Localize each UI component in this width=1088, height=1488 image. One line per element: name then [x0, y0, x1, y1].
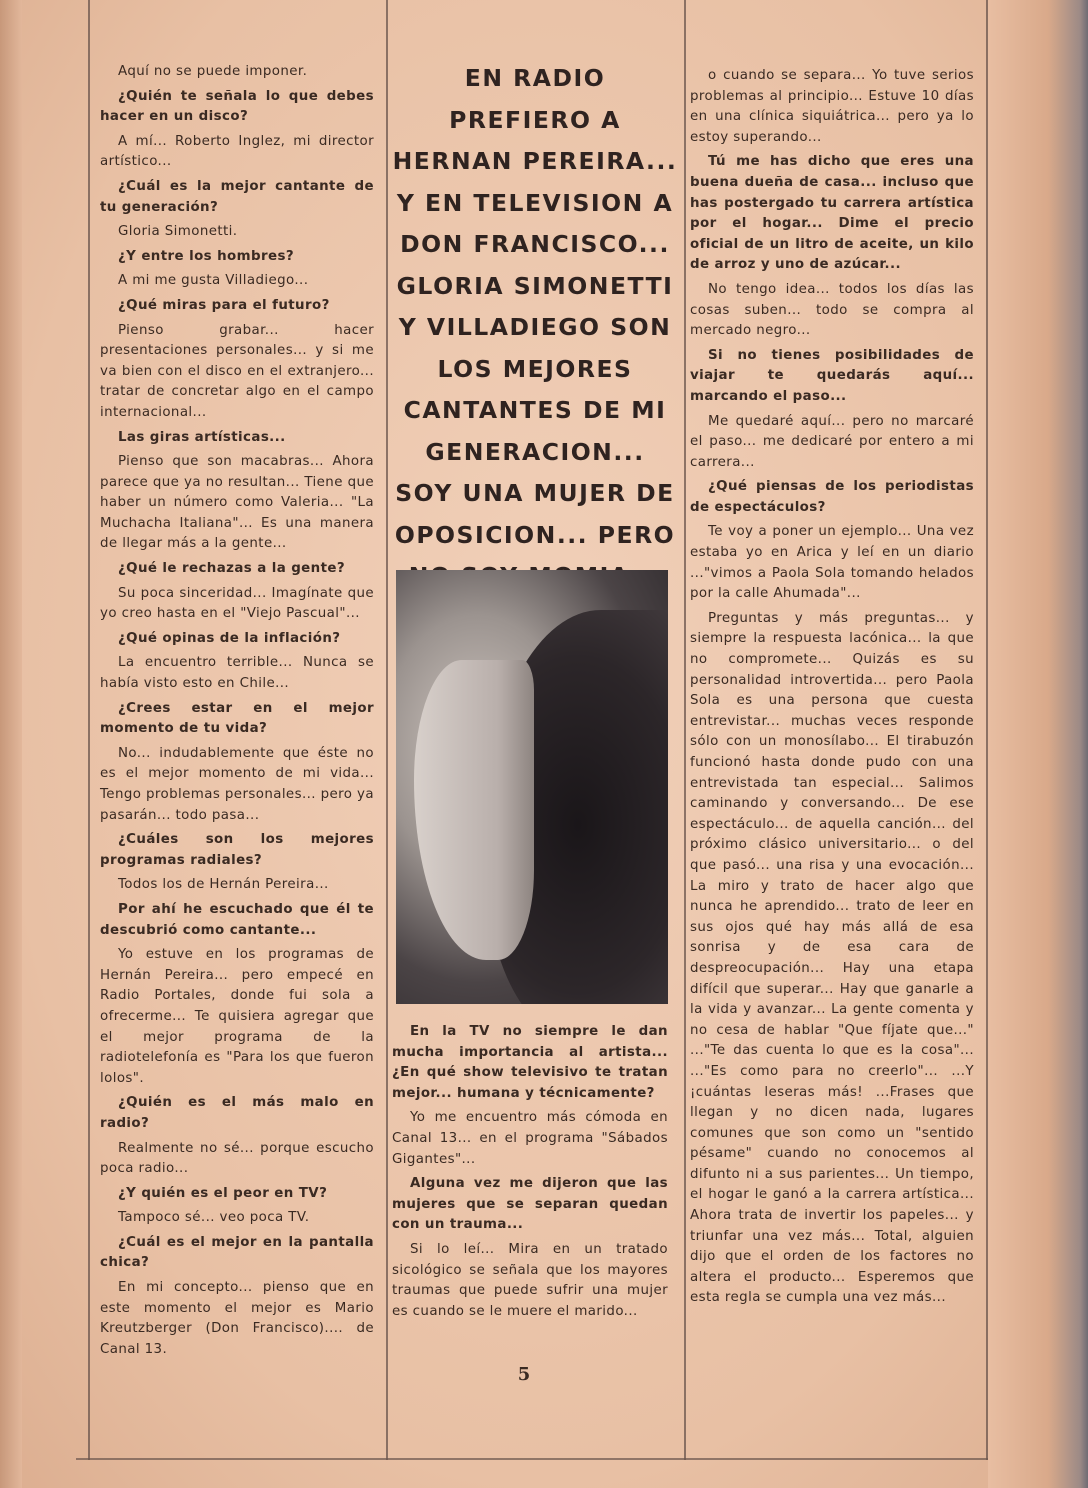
column-center [392, 1022, 668, 1326]
interview-answer: Gloria Simonetti. [118, 224, 238, 240]
portrait-photo [396, 570, 668, 1004]
interview-answer: Te voy a poner un ejemplo... Una vez estaba yo en Arica y leí en un diario ..."vimos a Paola Sola tomando helados por la calle Ahumada"... [690, 524, 974, 602]
interview-answer: Aquí no se puede imponer. [118, 64, 308, 79]
interview-answer: Su poca sinceridad... Imagínate que yo creo hasta en el "Viejo Pascual"... [100, 585, 374, 622]
interview-answer: No... indudablemente que éste no es el mejor momento de mi vida... Tengo problemas personales... pero ya pasarán... todo pasa... [100, 745, 374, 823]
column-right [690, 66, 974, 1313]
headline-quote: EN RADIO PREFIERO A HERNAN PEREIRA... Y EN TELEVISION A DON FRANCISCO... GLORIA SIMONETTI Y VILLADIEGO SON LOS MEJORES CANTANTES DE MI GENERACION... SOY UNA MUJER DE OPOSICION... PERO [392, 64, 678, 549]
interview-answer: Tampoco sé... veo poca TV. [118, 1210, 310, 1226]
page-number: 5 [517, 1364, 531, 1385]
interview-answer: o cuando se separa... Yo tuve serios problemas al principio... Estuve 10 días en una clínica siquiátrica... pero ya lo estoy superando... [690, 68, 974, 145]
interview-question: ¿Crees estar en el mejor momento de tu vida? [100, 700, 374, 737]
interview-question: ¿Cuál es el mejor en la pantalla chica? [100, 1234, 374, 1271]
interview-question: ¿Cuáles son los mejores programas radiales? [100, 832, 374, 868]
page-right-edge [988, 0, 1088, 1488]
interview-answer: No tengo idea... todos los días las cosas suben... todo se compra al mercado negro... [690, 281, 974, 339]
interview-answer: Si lo leí... Mira en un tratado sicológico se señala que los mayores traumas que puede sufrir una mujer es cuando se le muere el marido... [392, 1241, 668, 1319]
interview-question: ¿Quién te señala lo que debes hacer en un disco? [100, 88, 374, 125]
bottom-rule [76, 1458, 988, 1460]
column-rule-center-left [386, 0, 388, 1460]
interview-question: Las giras artísticas... [118, 429, 286, 445]
interview-question: ¿Qué opinas de la inflación? [118, 630, 341, 646]
interview-answer: A mi me gusta Villadiego... [118, 273, 309, 289]
interview-question: ¿Qué miras para el futuro? [118, 297, 330, 313]
interview-question: ¿Qué piensas de los periodistas de espectáculos? [690, 479, 974, 515]
interview-answer: En mi concepto... pienso que en este momento el mejor es Mario Kreutzberger (Don Francisco).... de Canal 13. [100, 1280, 374, 1357]
column-rule-center-right [684, 0, 686, 1460]
interview-answer: Me quedaré aquí... pero no marcaré el paso... me dedicaré por entero a mi carrera... [690, 413, 974, 470]
interview-answer: Pienso grabar... hacer presentaciones personales... y si me va bien con el disco en el extranjero... tratar de concretar algo en el campo internacional... [100, 322, 374, 420]
photo-face-shape [414, 660, 534, 960]
interview-question: En la TV no siempre le dan mucha importancia al artista... ¿En qué show televisivo te tratan mejor... humana y técnicamente? [392, 1024, 668, 1101]
interview-question: Alguna vez me dijeron que las mujeres que se separan quedan con un trauma... [392, 1176, 668, 1233]
interview-question: ¿Qué le rechazas a la gente? [118, 561, 346, 577]
interview-question: Tú me has dicho que eres una buena dueña de casa... incluso que has postergado tu carrera artística por el hogar... Dime el precio oficial de un litro de aceite, un kilo de arroz y uno de azúcar... [690, 154, 974, 273]
interview-answer: Yo estuve en los programas de Hernán Pereira... pero empecé en Radio Portales, donde fui sola a ofrecerme... Te quisiera agregar que el mejor programa de la radiotelefonía es "Para los que fueron lolos". [100, 947, 374, 1086]
interview-question: Si no tienes posibilidades de viajar te quedarás aquí... marcando el paso... [690, 347, 974, 404]
column-left [100, 62, 374, 1364]
interview-answer: Pienso que son macabras... Ahora parece que ya no resultan... Tiene que haber un número como Valeria... "La Muchacha Italiana"... Es una manera de llegar más a la gente... [100, 454, 374, 552]
interview-answer: Realmente no sé... porque escucho poca radio... [100, 1140, 374, 1177]
interview-question: Por ahí he escuchado que él te descubrió como cantante... [100, 901, 374, 938]
interview-answer: Preguntas y más preguntas... y siempre la respuesta lacónica... la que no compromete... Quizás es su personalidad introvertida... pero Paola Sola es una persona que cuesta entrevistar... muchas veces responde sólo con un monosílabo... El tirabuzón funcionó hasta donde pudo con una entrevistada tan especial... Salimos caminando y conversando... De ese espectáculo... de aquella canción... del próximo clásico universitario... o del que pasó... una risa y una evocación... La miro y trato de hacer algo que nunca he aprendido... trato de leer en sus ojos qué hay más allá de esa sonrisa y de esa cara de despreocupación... Hay una etapa difícil que superar... Hay que ganarle a la vida y avanzar... La gente comenta y no cesa de hablar "Que fíjate que..." ..."Te das cuenta lo que es la cosa"... ..."Es como para no creerlo"... ...Y ¡cuántas leseras más! ...Frases que llegan y no dicen nada, lugares comunes que son como un "sentido pésame" cuando no conocemos al difunto ni a sus parientes... Un tiempo, el hogar le ganó a la carrera artística... Ahora trata de invertir los papeles... y triunfar una vez más... Total, alguien dijo que el orden de los factores no altera el producto... Esperemos que esta regla se cumpla una vez más... [690, 610, 974, 1306]
interview-answer: Todos los de Hernán Pereira... [118, 877, 329, 893]
interview-answer: A mí... Roberto Inglez, mi director artístico... [100, 133, 374, 170]
interview-question: ¿Cuál es la mejor cantante de tu generación? [100, 178, 374, 215]
interview-answer: La encuentro terrible... Nunca se había visto esto en Chile... [100, 655, 374, 692]
interview-answer: Yo me encuentro más cómoda en Canal 13... en el programa "Sábados Gigantes"... [392, 1110, 668, 1167]
page-left-edge [0, 0, 22, 1488]
column-rule-left [88, 0, 90, 1460]
interview-question: ¿Y quién es el peor en TV? [118, 1185, 328, 1201]
interview-question: ¿Y entre los hombres? [118, 248, 295, 264]
column-rule-right [986, 0, 988, 1460]
interview-question: ¿Quién es el más malo en radio? [100, 1095, 374, 1131]
